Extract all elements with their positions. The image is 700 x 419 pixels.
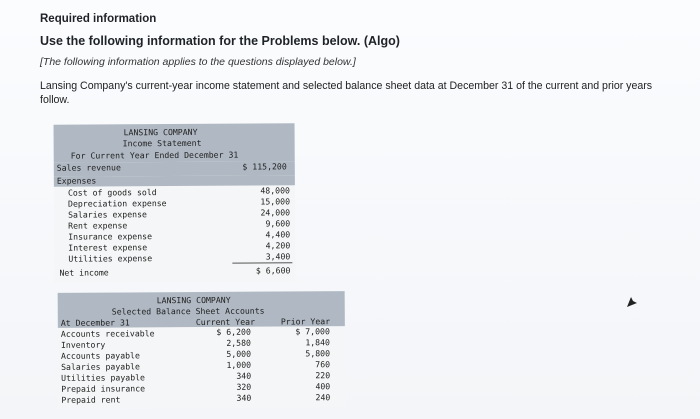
income-statement-title: Income Statement	[122, 137, 202, 149]
balance-sheet-accounts	[58, 291, 346, 409]
net-income-label: Net income	[59, 267, 109, 278]
problem-instruction: Use the following information for the Problems below. (Algo)	[40, 34, 400, 48]
expense-label: Interest expense	[68, 242, 148, 253]
current-year-value: 340	[236, 370, 252, 381]
account-label: Prepaid rent	[61, 394, 121, 405]
column-header-prior-year: Prior Year	[280, 316, 331, 327]
expense-label: Depreciation expense	[67, 198, 167, 209]
expense-value: 48,000	[260, 185, 290, 196]
prior-year-value: 760	[315, 359, 331, 370]
total-rule	[232, 262, 292, 263]
income-statement	[54, 123, 296, 282]
prior-year-value: 400	[315, 381, 331, 392]
expense-label: Salaries expense	[68, 209, 147, 220]
expense-value: 4,200	[265, 240, 291, 251]
current-year-value: $ 6,200	[216, 326, 251, 337]
current-year-value: 1,000	[226, 359, 252, 370]
mouse-cursor-icon	[625, 295, 639, 309]
account-label: Accounts receivable	[60, 328, 155, 339]
expense-label: Cost of goods sold	[67, 187, 157, 198]
prior-year-value: 1,840	[305, 337, 330, 348]
expense-value: 24,000	[260, 207, 291, 218]
prior-year-value: 220	[315, 370, 331, 381]
account-label: Salaries payable	[61, 361, 141, 372]
income-statement-company: LANSING COMPANY	[123, 126, 198, 138]
expenses-label: Expenses	[56, 175, 97, 186]
expense-label: Insurance expense	[68, 231, 153, 242]
prior-year-value: 240	[315, 392, 331, 403]
account-label: Accounts payable	[61, 350, 140, 361]
net-income-value: $ 6,600	[255, 265, 291, 276]
required-information-heading: Required information	[40, 13, 157, 25]
current-year-value: 320	[236, 381, 252, 392]
account-label: Inventory	[60, 339, 106, 350]
expense-value: 4,400	[265, 229, 291, 240]
income-statement-period: For Current Year Ended December 31	[70, 149, 239, 161]
applies-note: [The following information applies to the questions displayed below.]	[40, 56, 356, 68]
expense-value: 3,400	[265, 251, 291, 262]
column-header-current-year: Current Year	[195, 316, 256, 328]
current-year-value: 340	[236, 392, 252, 403]
sales-revenue-label: Sales revenue	[56, 162, 121, 173]
account-label: Utilities payable	[61, 372, 146, 383]
intro-paragraph: Lansing Company's current-year income statement and selected balance sheet data at December 31 of the current and prior years follow.	[40, 80, 653, 106]
sales-revenue-value: $ 115,200	[242, 161, 287, 172]
expense-label: Rent expense	[68, 220, 128, 231]
expense-label: Utilities expense	[68, 253, 153, 264]
expense-value: 9,600	[265, 218, 291, 229]
account-label: Prepaid insurance	[61, 383, 146, 394]
balance-sheet-company: LANSING COMPANY	[156, 294, 231, 306]
prior-year-value: $ 7,000	[295, 326, 330, 337]
current-year-value: 2,580	[226, 337, 251, 348]
balance-sheet-title: Selected Balance Sheet Accounts	[111, 305, 265, 317]
expense-value: 15,000	[260, 196, 291, 207]
prior-year-value: 5,800	[305, 348, 331, 359]
current-year-value: 5,000	[226, 348, 252, 359]
column-header-date: At December 31	[60, 317, 130, 328]
